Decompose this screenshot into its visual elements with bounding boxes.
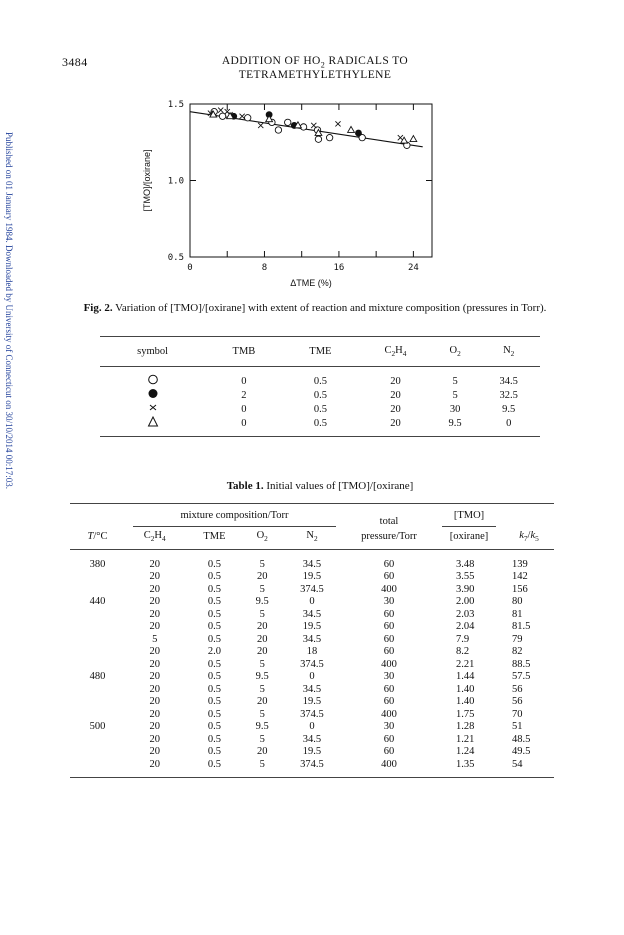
table-cell: 20	[256, 633, 268, 645]
table-cell: 81	[512, 608, 523, 620]
table-row	[70, 608, 554, 621]
table-cell: 5	[259, 683, 265, 695]
table-cell: 1.44	[456, 671, 475, 683]
table-cell: 8.2	[456, 646, 470, 658]
table-cell: 20	[149, 583, 160, 595]
table-row	[70, 658, 554, 671]
table-row	[70, 721, 554, 734]
x-tick-label: 8	[261, 263, 268, 273]
data-point-cross	[398, 135, 403, 140]
table-cell: 20	[256, 696, 268, 708]
table-cell: 2.0	[207, 646, 221, 658]
table-cell: 374.5	[300, 583, 324, 595]
legend-cell: 30	[449, 403, 461, 415]
temperature-cell	[70, 571, 125, 584]
legend-cell: 0.5	[313, 375, 327, 387]
y-tick-label: 1.0	[167, 176, 184, 187]
legend-row	[100, 388, 540, 402]
table-cell: 60	[383, 696, 395, 708]
table-cell: 20	[256, 746, 268, 758]
temperature-cell	[70, 758, 125, 777]
table-cell: 5	[259, 658, 265, 670]
table-cell: 54	[504, 758, 554, 777]
table-cell: 20	[256, 621, 268, 633]
temperature-cell	[70, 708, 125, 721]
table-cell: 1.35	[434, 758, 504, 777]
table-cell: 20	[149, 621, 160, 633]
table-cell: 81.5	[512, 621, 531, 633]
table-cell: 48.5	[512, 733, 531, 745]
table-cell: 3.55	[456, 571, 475, 583]
table-cell: 400	[381, 658, 397, 670]
table-caption	[100, 480, 540, 492]
table-cell: 0.5	[207, 658, 221, 670]
legend-row	[100, 402, 540, 416]
table-cell: 400	[381, 708, 397, 720]
table-caption-text: Initial values of [TMO]/[oxirane]	[266, 480, 414, 492]
table-cell: 0.5	[207, 696, 221, 708]
column-header-5: pressure/Torr	[344, 527, 434, 550]
y-tick-label: 1.5	[167, 100, 184, 110]
table-cell: 1.75	[456, 708, 475, 720]
x-tick-label: 24	[407, 263, 419, 273]
table-cell: 19.5	[302, 571, 322, 583]
table-cell: 142	[512, 571, 528, 583]
table-cell: 0.5	[207, 596, 221, 608]
table-cell: 19.5	[302, 621, 322, 633]
column-headers	[70, 527, 554, 550]
table-row	[70, 571, 554, 584]
table-cell: 60	[383, 683, 395, 695]
legend-cell: 32.5	[499, 389, 518, 401]
legend-cell: 0	[241, 403, 247, 415]
legend-header-2: TME	[283, 337, 358, 367]
table-cell: 0	[309, 671, 315, 683]
table-cell: 20	[149, 596, 160, 608]
table-cell: 60	[383, 733, 395, 745]
total-header: total	[344, 504, 434, 528]
table-cell: 49.5	[512, 746, 531, 758]
table-cell: 0.5	[207, 708, 221, 720]
table-row	[70, 671, 554, 684]
legend-row	[100, 367, 540, 389]
table-cell: 9.5	[255, 721, 269, 733]
legend-header-3: $C_2H_4$	[358, 337, 433, 367]
data-point-triangle	[401, 137, 408, 143]
table-cell: 19.5	[302, 696, 322, 708]
table-cell: 0	[309, 596, 315, 608]
table-cell: 79	[512, 633, 523, 645]
legend-cell: 5	[452, 375, 458, 387]
table-cell: 34.5	[302, 733, 322, 745]
table-cell: 70	[512, 708, 523, 720]
table-caption-label: Table 1.	[226, 480, 264, 492]
table-cell: 0.5	[207, 683, 221, 695]
table-cell: 34.5	[302, 608, 322, 620]
table-cell: 1.21	[456, 733, 475, 745]
legend-cell: 20	[358, 416, 433, 437]
data-point-open-circle	[245, 115, 251, 121]
table-cell: 20	[149, 646, 160, 658]
table-cell: 2.00	[456, 596, 475, 608]
table-cell: 5	[259, 708, 265, 720]
table-cell: 20	[125, 758, 184, 777]
table-cell: 139	[512, 558, 528, 570]
table-cell: 0.5	[207, 671, 221, 683]
temperature-cell: 480	[89, 671, 106, 683]
table-cell: 374.5	[300, 708, 324, 720]
column-header-7: $k_7/k_5$	[504, 527, 554, 550]
download-notice	[2, 132, 16, 632]
table-row	[70, 583, 554, 596]
temperature-cell	[70, 633, 125, 646]
table-row	[70, 746, 554, 759]
legend-cell: 5	[452, 389, 458, 401]
legend-cell: 34.5	[499, 375, 518, 387]
column-header-2: TME	[184, 527, 244, 550]
x-tick-label: 16	[333, 263, 345, 273]
table-cell: 0.5	[207, 733, 221, 745]
table-cell: 3.48	[456, 558, 475, 570]
table-cell: 60	[383, 608, 395, 620]
table-cell: 56	[512, 696, 523, 708]
table-cell: 0	[309, 721, 315, 733]
temperature-cell: 500	[89, 721, 106, 733]
cross-icon	[147, 402, 159, 413]
table-cell: 20	[149, 658, 160, 670]
legend-cell: 0.5	[313, 389, 327, 401]
legend-symbol	[100, 388, 205, 402]
x-tick-label: 0	[187, 263, 193, 273]
column-header-0: T/°C	[70, 527, 125, 550]
temperature-cell: 440	[89, 596, 106, 608]
table-cell: 374.5	[280, 758, 344, 777]
data-point-filled-circle	[355, 130, 362, 137]
data-point-cross	[218, 108, 223, 113]
column-header-6: [oxirane]	[434, 527, 504, 550]
table-cell: 7.9	[456, 633, 470, 645]
table-cell: 0.5	[207, 608, 221, 620]
column-header-1: $C_2H_4$	[125, 527, 184, 550]
table-cell: 20	[149, 558, 160, 570]
open-circle-icon	[147, 374, 159, 385]
table-cell: 2.04	[456, 621, 475, 633]
legend-cell: 0.5	[313, 403, 327, 415]
group-header: mixture composition/Torr	[125, 504, 344, 528]
filled-circle-icon	[147, 388, 159, 399]
table-cell: 20	[256, 646, 268, 658]
temperature-cell: 380	[89, 558, 106, 570]
legend-table	[100, 336, 540, 437]
legend-symbol	[100, 416, 205, 437]
scatter-chart	[130, 86, 450, 291]
table-cell: 0.5	[207, 621, 221, 633]
temperature-cell	[70, 658, 125, 671]
table-cell: 20	[149, 608, 160, 620]
table-cell: 20	[149, 696, 160, 708]
table-cell: 1.40	[456, 696, 475, 708]
data-point-triangle	[410, 136, 417, 142]
table-row	[70, 733, 554, 746]
table-cell: 30	[383, 721, 395, 733]
table-cell: 30	[383, 596, 395, 608]
legend-header-4: $O_2$	[433, 337, 478, 367]
data-point-cross	[311, 123, 316, 128]
download-notice-text: Published on 01 January 1984. Downloaded by University of Connecticut on 30/10/2014 00:17:03.	[4, 132, 14, 489]
table-cell: 51	[512, 721, 523, 733]
table-cell: 156	[512, 583, 528, 595]
table-cell: 34.5	[302, 683, 322, 695]
table-cell: 88.5	[512, 658, 531, 670]
legend-cell: 20	[390, 375, 401, 387]
table-cell: 0.5	[184, 758, 244, 777]
table-cell: 20	[149, 671, 160, 683]
table-cell: 2.03	[456, 608, 475, 620]
column-header-3: $O_2$	[244, 527, 280, 550]
plot-frame	[190, 104, 432, 257]
x-axis-label: ΔTME (%)	[290, 278, 332, 288]
legend-cell: 2	[241, 389, 247, 401]
table-cell: 60	[383, 621, 395, 633]
legend-cell: 20	[390, 403, 401, 415]
data-point-open-circle	[326, 134, 332, 140]
table-cell: 400	[344, 758, 434, 777]
data-point-open-circle	[315, 136, 321, 142]
legend-symbol	[100, 367, 205, 389]
temperature-cell	[70, 683, 125, 696]
table-cell: 20	[256, 571, 268, 583]
table-cell: 82	[512, 646, 523, 658]
table-cell: 20	[149, 746, 160, 758]
table-cell: 3.90	[456, 583, 475, 595]
table-cell: 80	[512, 596, 523, 608]
legend-header-0: symbol	[100, 337, 205, 367]
table-cell: 1.40	[456, 683, 475, 695]
legend-symbol	[100, 402, 205, 416]
data-point-cross	[335, 121, 340, 126]
table-cell: 5	[244, 758, 280, 777]
table-cell: 1.28	[456, 721, 475, 733]
temperature-cell	[70, 646, 125, 659]
column-header-4: $N_2$	[280, 527, 344, 550]
legend-cell: 0	[477, 416, 540, 437]
table-cell: 400	[381, 583, 397, 595]
table-cell: 34.5	[302, 558, 322, 570]
table-cell: 9.5	[255, 671, 269, 683]
table-cell: 60	[383, 558, 395, 570]
data-table	[70, 503, 554, 778]
legend-cell: 0.5	[283, 416, 358, 437]
legend-row	[100, 416, 540, 437]
y-axis-label: [TMO]/[oxirane]	[142, 149, 152, 212]
table-cell: 60	[383, 646, 395, 658]
table-cell: 0.5	[207, 746, 221, 758]
table-cell: 2.21	[456, 658, 475, 670]
table-row	[70, 646, 554, 659]
data-point-open-circle	[285, 119, 291, 125]
table-cell: 0.5	[207, 571, 221, 583]
table-cell: 18	[306, 646, 318, 658]
table-cell: 60	[383, 746, 395, 758]
page-number: 3484	[62, 55, 88, 69]
data-point-open-circle	[275, 127, 281, 133]
table-row	[70, 550, 554, 571]
table-cell: 30	[383, 671, 395, 683]
legend-cell: 9.5	[433, 416, 478, 437]
data-point-cross	[258, 123, 263, 128]
legend-cell: 9.5	[502, 403, 516, 415]
data-point-cross	[240, 114, 245, 119]
legend-header-5: $N_2$	[477, 337, 540, 367]
table-cell: 0.5	[207, 633, 221, 645]
table-cell: 34.5	[302, 633, 322, 645]
data-point-triangle	[348, 126, 355, 132]
table-cell: 5	[259, 608, 265, 620]
ratio-header-top: [TMO]	[434, 504, 504, 528]
table-row	[70, 621, 554, 634]
table-row	[70, 683, 554, 696]
table-cell: 5	[259, 583, 265, 595]
table-row	[70, 708, 554, 721]
table-cell: 5	[259, 733, 265, 745]
table-cell: 374.5	[300, 658, 324, 670]
table-cell: 5	[152, 633, 158, 645]
temperature-cell	[70, 583, 125, 596]
temperature-cell	[70, 696, 125, 709]
legend-cell: 0	[241, 375, 247, 387]
table-cell: 20	[149, 721, 160, 733]
table-cell: 20	[149, 733, 160, 745]
table-cell: 19.5	[302, 746, 322, 758]
running-title: ADDITION OF $HO_2$ RADICALS TO TETRAMETHYLETHYLENE	[221, 55, 409, 82]
legend-table-header	[100, 337, 540, 367]
table-row	[70, 696, 554, 709]
temperature-cell	[70, 746, 125, 759]
figure-caption-text: Variation of [TMO]/[oxirane] with extent of reaction and mixture composition (pressures in Torr).	[115, 302, 547, 314]
legend-cell: 0	[205, 416, 282, 437]
temperature-cell	[70, 733, 125, 746]
table-cell: 5	[259, 558, 265, 570]
temperature-cell	[70, 621, 125, 634]
table-cell: 60	[383, 571, 395, 583]
table-cell: 57.5	[512, 671, 531, 683]
legend-cell: 20	[390, 389, 401, 401]
legend-header-1: TMB	[205, 337, 282, 367]
temperature-cell	[70, 608, 125, 621]
table-row	[70, 633, 554, 646]
table-cell: 0.5	[207, 558, 221, 570]
table-cell: 20	[149, 708, 160, 720]
table-cell: 60	[383, 633, 395, 645]
table-cell: 20	[149, 683, 160, 695]
triangle-icon	[147, 416, 159, 427]
table-cell: 56	[512, 683, 523, 695]
figure-caption-label: Fig. 2.	[83, 302, 113, 314]
table-cell: 9.5	[255, 596, 269, 608]
table-row	[70, 596, 554, 609]
table-cell: 20	[149, 571, 160, 583]
table-cell: 1.24	[456, 746, 475, 758]
y-tick-label: 0.5	[167, 253, 184, 263]
table-cell: 0.5	[207, 721, 221, 733]
figure-caption	[80, 301, 550, 315]
table-cell: 0.5	[207, 583, 221, 595]
table-row	[70, 758, 554, 777]
